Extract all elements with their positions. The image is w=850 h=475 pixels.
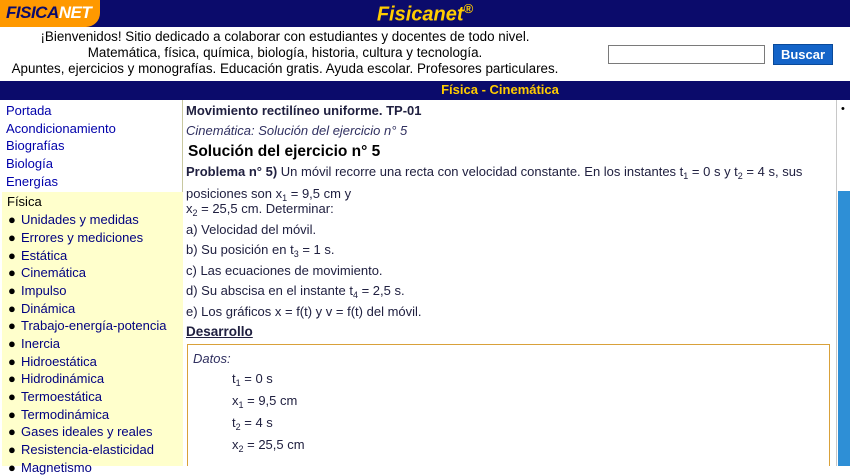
solution-heading: Solución del ejercicio n° 5 (188, 143, 381, 160)
datum-t2: $t_2 = 4$ s (232, 415, 273, 432)
datos-box (187, 344, 830, 466)
sidebar-item-impulso[interactable]: ● Impulso (8, 283, 67, 298)
item-d: d) Su abscisa en el instante $t_4 = 2,5$ s. (186, 283, 405, 300)
datum-x2: $x_2 = 25,5$ cm (232, 437, 305, 454)
sidebar-item-errores[interactable]: ● Errores y mediciones (8, 230, 144, 245)
sidebar-item-cinematica[interactable]: ● Cinemática (8, 265, 87, 280)
sidebar-link-acondicionamiento[interactable]: Acondicionamiento (6, 121, 116, 136)
scrollbar[interactable] (838, 191, 850, 466)
sidebar-link-portada[interactable]: Portada (6, 103, 52, 118)
intro-line-3: Apuntes, ejercicios y monografías. Educación gratis. Ayuda escolar. Profesores particulares. (11, 61, 559, 76)
logo-text: FISICANET (6, 3, 92, 22)
section-title: Física - Cinemática (441, 82, 559, 97)
sidebar-item-hidrodinamica[interactable]: ● Hidrodinámica (8, 371, 105, 386)
sidebar-item-estatica[interactable]: ● Estática (8, 248, 68, 263)
sidebar-item-hidroestatica[interactable]: ● Hidroestática (8, 354, 97, 369)
sidebar-item-gases[interactable]: ● Gases ideales y reales (8, 424, 153, 439)
datos-label: Datos: (193, 351, 231, 366)
right-bullet: • (841, 103, 845, 115)
sidebar-item-trabajo[interactable]: ● Trabajo-energía-potencia (8, 318, 167, 333)
sidebar-link-biologia[interactable]: Biología (6, 156, 53, 171)
sidebar-item-termodinamica[interactable]: ● Termodinámica (8, 407, 110, 422)
sidebar-link-biografias[interactable]: Biografías (6, 138, 65, 153)
item-e: e) Los gráficos x = f(t) y v = f(t) del móvil. (186, 304, 422, 319)
intro-line-2: Matemática, física, química, biología, historia, cultura y tecnología. (87, 45, 483, 60)
page-title: Movimiento rectilíneo uniforme. TP-01 (186, 103, 422, 118)
search-button[interactable]: Buscar (773, 44, 833, 65)
sidebar-item-dinamica[interactable]: ● Dinámica (8, 301, 76, 316)
sidebar-group-fisica (2, 192, 183, 475)
page-subtitle: Cinemática: Solución del ejercicio n° 5 (186, 123, 408, 138)
problem-statement: Problema n° 5) Un móvil recorre una recta con velocidad constante. En los instantes $t_1 = 0$ s y $t_2 = 4$ s, sus posiciones son $x_1 = 9,5$ cm y (186, 164, 803, 203)
problem-line-3: $x_2 = 25,5$ cm. Determinar: (186, 201, 334, 218)
main-content (184, 100, 836, 466)
item-a: a) Velocidad del móvil. (186, 222, 317, 237)
search-input[interactable] (608, 45, 765, 64)
section-bar (0, 81, 850, 100)
sidebar-group-label[interactable]: Física (7, 194, 42, 209)
datum-x1: $x_1 = 9,5$ cm (232, 393, 298, 410)
sidebar-item-termoestatica[interactable]: ● Termoestática (8, 389, 102, 404)
datum-t1: $t_1 = 0$ s (232, 371, 273, 388)
sidebar-item-resistencia[interactable]: ● Resistencia-elasticidad (8, 442, 154, 457)
item-c: c) Las ecuaciones de movimiento. (186, 263, 383, 278)
sidebar-item-inercia[interactable]: ● Inercia (8, 336, 61, 351)
intro-line-1: ¡Bienvenidos! Sitio dedicado a colaborar con estudiantes y docentes de todo nivel. (40, 29, 530, 44)
item-b: b) Su posición en $t_3 = 1$ s. (186, 242, 335, 259)
intro-text (0, 29, 570, 77)
sidebar-item-unidades[interactable]: ● Unidades y medidas (8, 212, 139, 227)
desarrollo-heading: Desarrollo (186, 324, 253, 339)
top-bar (0, 0, 850, 27)
site-title: Fisicanet® (376, 1, 474, 26)
sidebar-item-magnetismo[interactable]: ● Magnetismo (8, 460, 92, 475)
sidebar (0, 100, 183, 475)
sidebar-link-energias[interactable]: Energías (6, 174, 59, 189)
